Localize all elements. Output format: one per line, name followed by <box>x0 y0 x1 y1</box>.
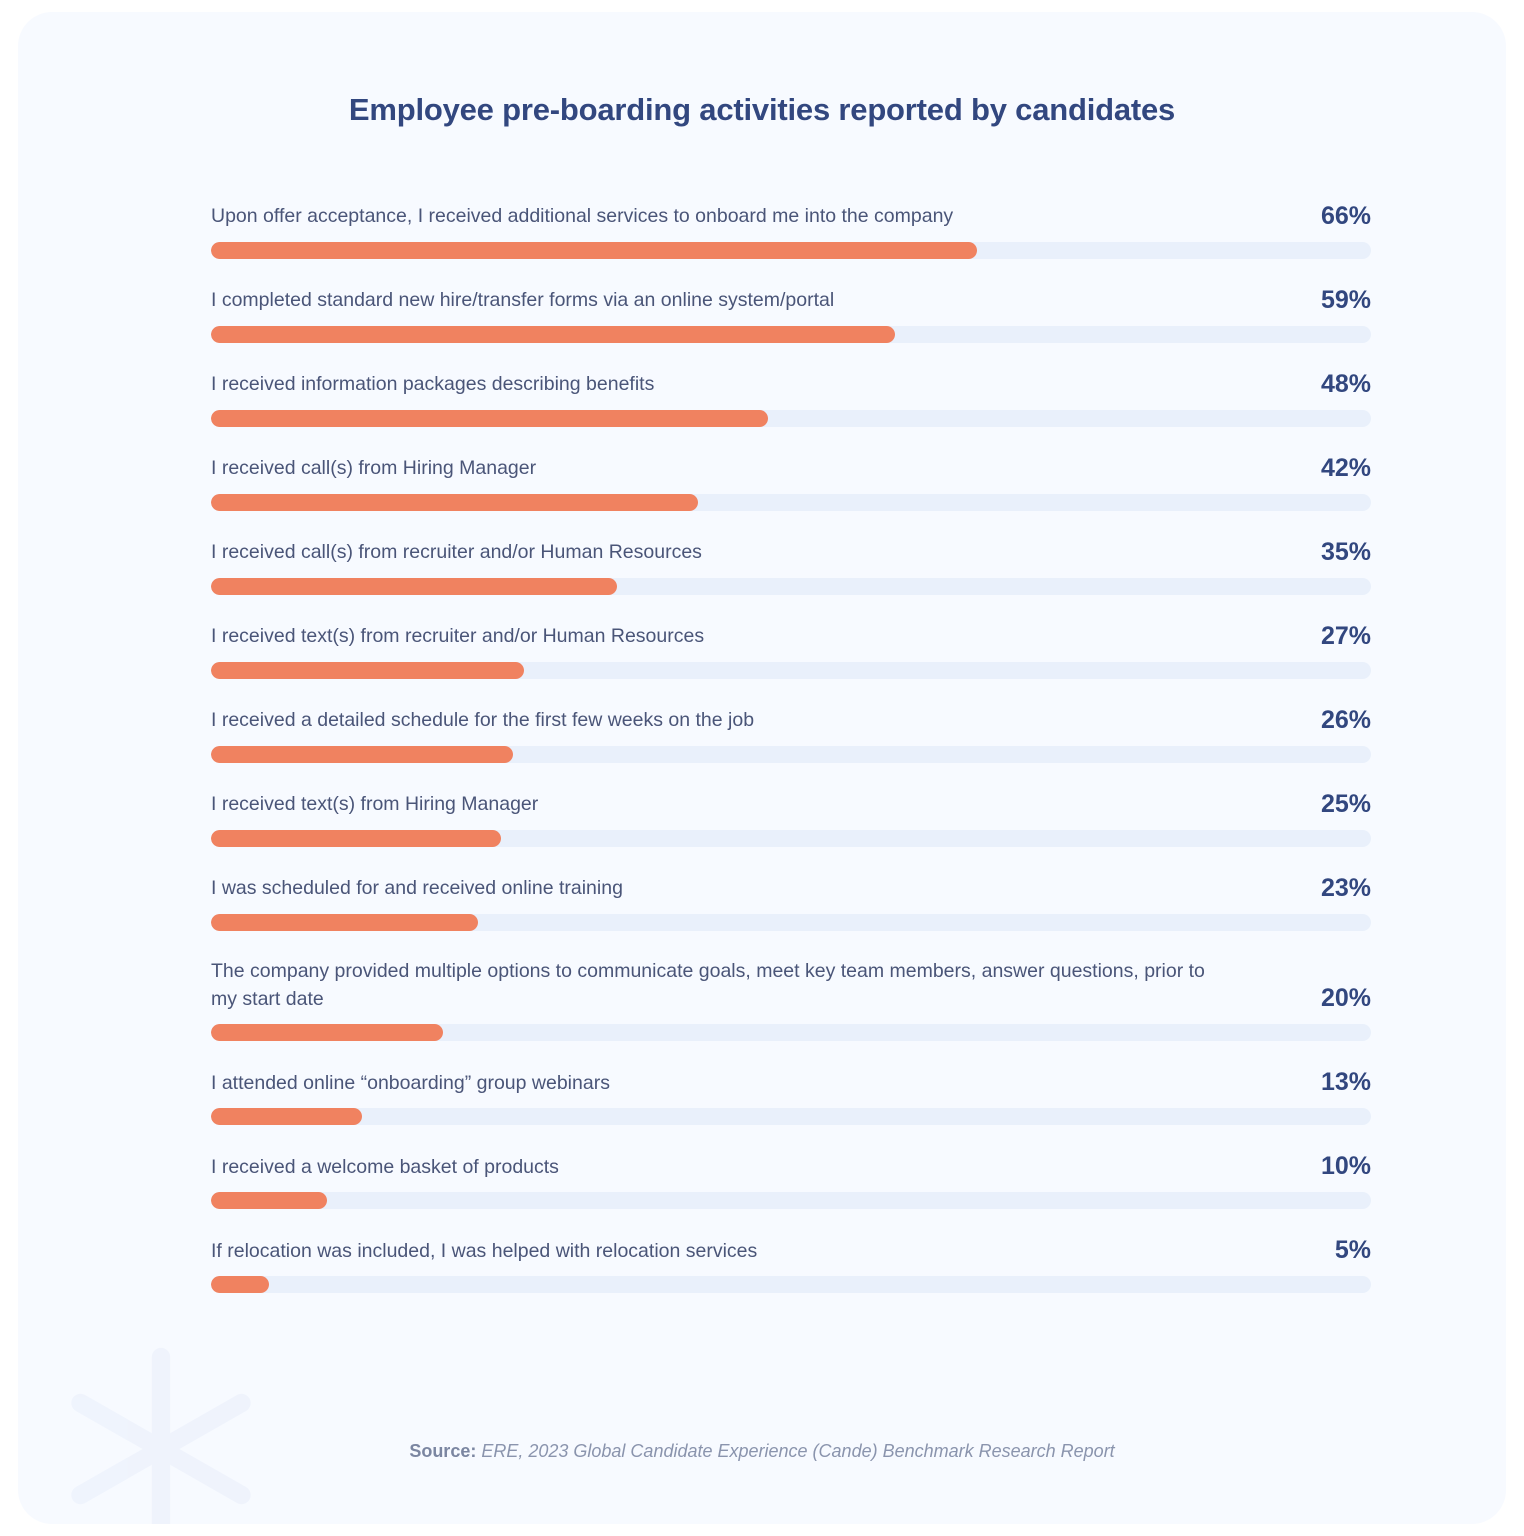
bar-value-label: 25% <box>1320 790 1371 818</box>
bar-row <box>211 370 1371 427</box>
bar-fill <box>211 494 698 511</box>
bar-row <box>211 202 1371 259</box>
bar-track <box>211 1108 1371 1125</box>
bar-row <box>211 790 1371 847</box>
row-spacer <box>211 1125 1371 1152</box>
bar-row-header <box>211 202 1371 231</box>
bar-track <box>211 1276 1371 1293</box>
row-spacer <box>211 1209 1371 1236</box>
bar-value-label: 13% <box>1320 1068 1371 1097</box>
bar-track <box>211 662 1371 679</box>
bar-fill <box>211 1192 327 1209</box>
bar-row-header <box>211 370 1371 399</box>
bar-category-label: If relocation was included, I was helped with relocation services <box>211 1239 758 1262</box>
bar-value-label: 66% <box>1320 202 1371 230</box>
bar-category-label: I received text(s) from recruiter and/or Human Resources <box>211 625 705 648</box>
bar-fill <box>211 1108 362 1125</box>
bar-row <box>211 1236 1371 1293</box>
bar-fill <box>211 1276 269 1293</box>
bar-row-header <box>211 874 1371 903</box>
bar-row <box>211 706 1371 763</box>
bar-fill <box>211 662 524 679</box>
row-spacer <box>211 427 1371 454</box>
bar-row-header <box>211 790 1371 819</box>
bar-fill <box>211 578 617 595</box>
bar-row-header <box>211 538 1371 567</box>
bar-row <box>211 1152 1371 1209</box>
bar-track <box>211 410 1371 427</box>
bar-track <box>211 1024 1371 1041</box>
bar-track <box>211 914 1371 931</box>
bar-track <box>211 578 1371 595</box>
bar-category-label: I received information packages describing benefits <box>211 373 655 396</box>
bar-category-label: I received a detailed schedule for the first few weeks on the job <box>211 709 755 732</box>
row-spacer <box>211 1041 1371 1068</box>
bar-row-header <box>211 454 1371 483</box>
chart-card <box>18 12 1506 1524</box>
bar-row-header <box>211 1068 1371 1097</box>
bar-row-header <box>211 1236 1371 1265</box>
row-spacer <box>211 847 1371 874</box>
page-title: Employee pre-boarding activities reported by candidates <box>348 92 1176 127</box>
bar-category-label: I completed standard new hire/transfer forms via an online system/portal <box>211 289 835 312</box>
bar-category-label: Upon offer acceptance, I received additional services to onboard me into the company <box>211 205 954 228</box>
bar-value-label: 10% <box>1320 1152 1371 1181</box>
bar-chart <box>211 202 1371 1320</box>
bar-row <box>211 286 1371 343</box>
bar-value-label: 42% <box>1320 454 1371 482</box>
bar-track <box>211 746 1371 763</box>
bar-fill <box>211 326 895 343</box>
bar-value-label: 23% <box>1320 874 1371 902</box>
row-spacer <box>211 511 1371 538</box>
bar-row <box>211 874 1371 931</box>
bar-track <box>211 242 1371 259</box>
bar-value-label: 20% <box>1320 984 1371 1013</box>
bar-fill <box>211 1024 443 1041</box>
bar-value-label: 27% <box>1320 622 1371 650</box>
bar-category-label: I was scheduled for and received online training <box>211 877 623 900</box>
bar-value-label: 5% <box>1334 1236 1371 1265</box>
bar-row <box>211 622 1371 679</box>
bar-value-label: 48% <box>1320 370 1371 398</box>
bar-row <box>211 538 1371 595</box>
source-note <box>18 1441 1506 1462</box>
bar-category-label: I received a welcome basket of products <box>211 1155 559 1178</box>
bar-fill <box>211 242 977 259</box>
bar-category-label: The company provided multiple options to communicate goals, meet key team members, answer questions, prior to my start date <box>211 960 1205 1010</box>
bar-fill <box>211 914 478 931</box>
bar-value-label: 35% <box>1320 538 1371 566</box>
bar-track <box>211 1192 1371 1209</box>
snowflake-decoration <box>46 1334 276 1524</box>
source-prefix: Source: <box>409 1441 477 1461</box>
row-spacer <box>211 595 1371 622</box>
bar-track <box>211 326 1371 343</box>
bar-row <box>211 454 1371 511</box>
bar-track <box>211 830 1371 847</box>
row-spacer <box>211 259 1371 286</box>
source-text: ERE, 2023 Global Candidate Experience (Cande) Benchmark Research Report <box>476 1441 1115 1461</box>
row-spacer <box>211 343 1371 370</box>
bar-category-label: I received call(s) from recruiter and/or Human Resources <box>211 541 702 564</box>
row-spacer <box>211 679 1371 706</box>
row-spacer <box>211 1293 1371 1320</box>
row-spacer <box>211 931 1371 958</box>
bar-fill <box>211 830 501 847</box>
bar-value-label: 59% <box>1320 286 1371 314</box>
bar-row <box>211 958 1371 1041</box>
bar-category-label: I received call(s) from Hiring Manager <box>211 457 537 480</box>
bar-row-header <box>211 706 1371 735</box>
bar-row <box>211 1068 1371 1125</box>
bar-category-label: I received text(s) from Hiring Manager <box>211 793 539 816</box>
bar-row-header <box>211 286 1371 315</box>
bar-row-header <box>211 958 1371 1013</box>
bar-track <box>211 494 1371 511</box>
bar-value-label: 26% <box>1320 706 1371 734</box>
bar-category-label: I attended online “onboarding” group webinars <box>211 1071 610 1094</box>
bar-row-header <box>211 622 1371 651</box>
bar-fill <box>211 410 768 427</box>
bar-fill <box>211 746 513 763</box>
row-spacer <box>211 763 1371 790</box>
bar-row-header <box>211 1152 1371 1181</box>
